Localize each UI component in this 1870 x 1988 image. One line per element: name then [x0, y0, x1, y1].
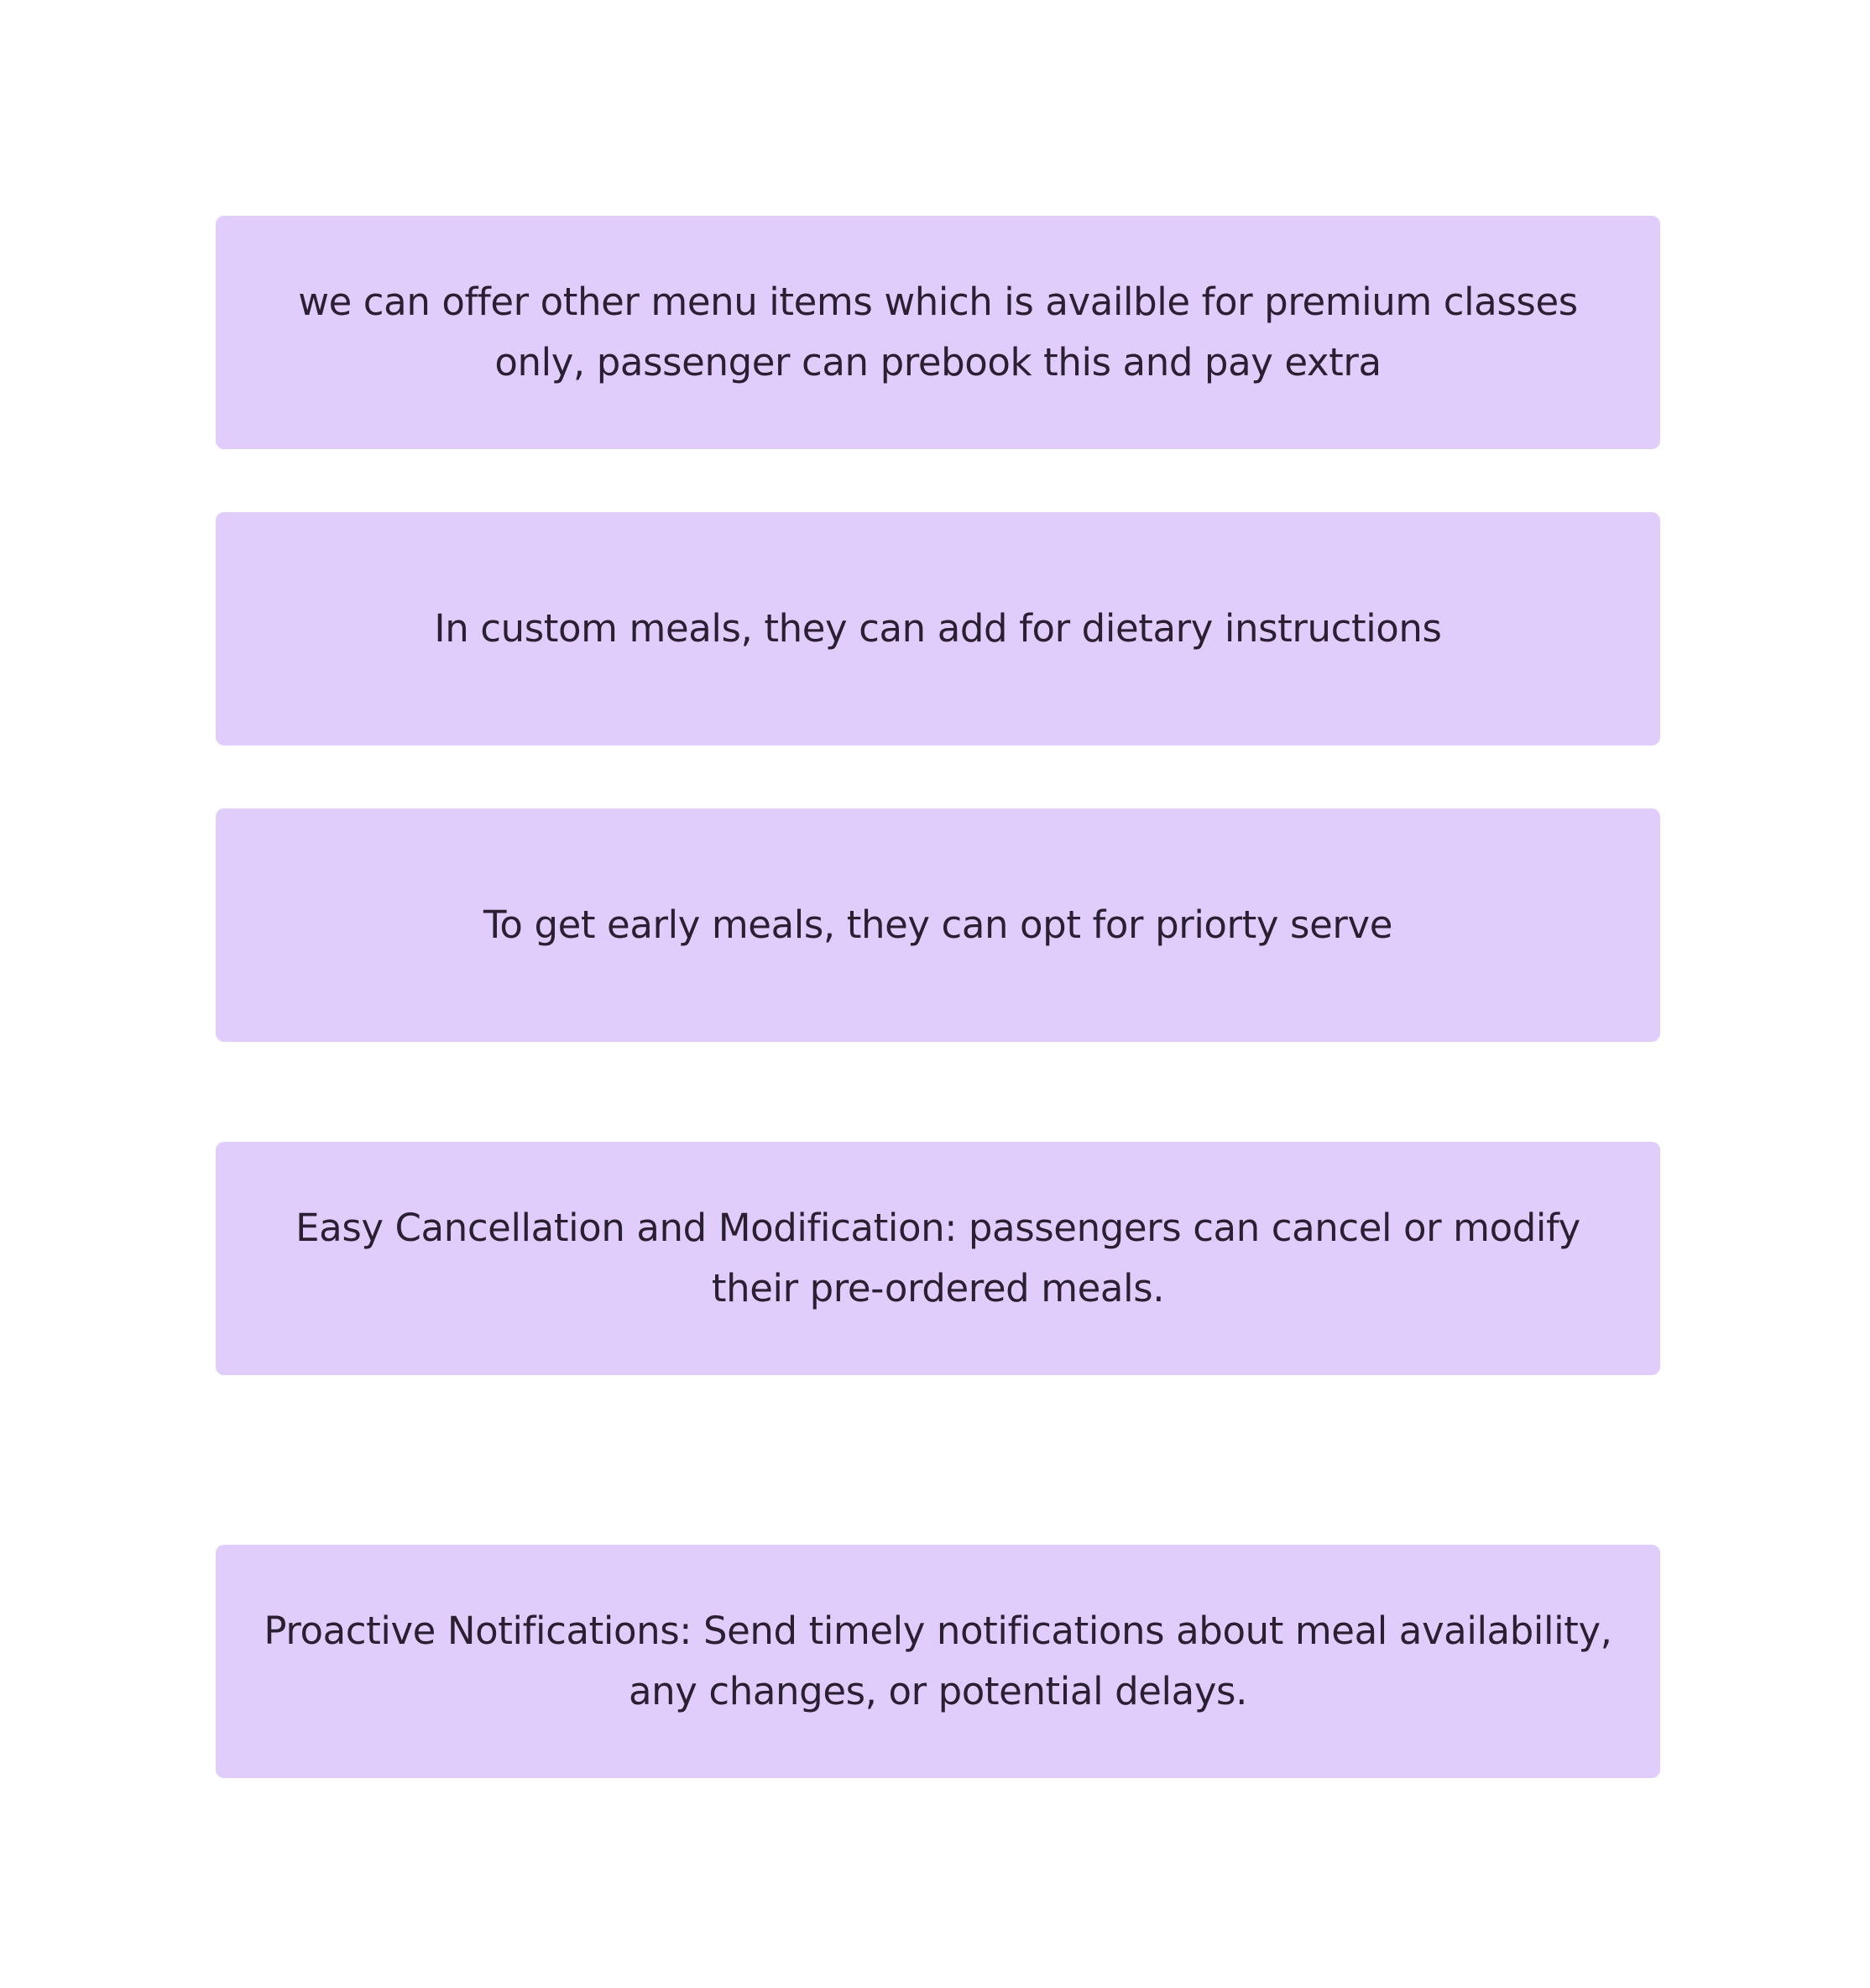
sticky-note-early-meals[interactable] — [216, 808, 1660, 1042]
sticky-note-cancellation[interactable] — [216, 1142, 1660, 1375]
sticky-note-premium-menu[interactable] — [216, 216, 1660, 449]
sticky-note-text: Proactive Notifications: Send timely notifications about meal availability, any changes, or potential delays. — [264, 1609, 1612, 1713]
sticky-note-notifications[interactable] — [216, 1545, 1660, 1778]
sticky-note-text: To get early meals, they can opt for priorty serve — [483, 902, 1392, 947]
sticky-note-custom-meals[interactable] — [216, 512, 1660, 746]
sticky-note-text: Easy Cancellation and Modification: passengers can cancel or modify their pre-ordered meals. — [295, 1206, 1580, 1311]
sticky-note-text: In custom meals, they can add for dietary instructions — [434, 606, 1442, 651]
sticky-note-text: we can offer other menu items which is availble for premium classes only, passenger can prebook this and pay extra — [298, 280, 1578, 385]
